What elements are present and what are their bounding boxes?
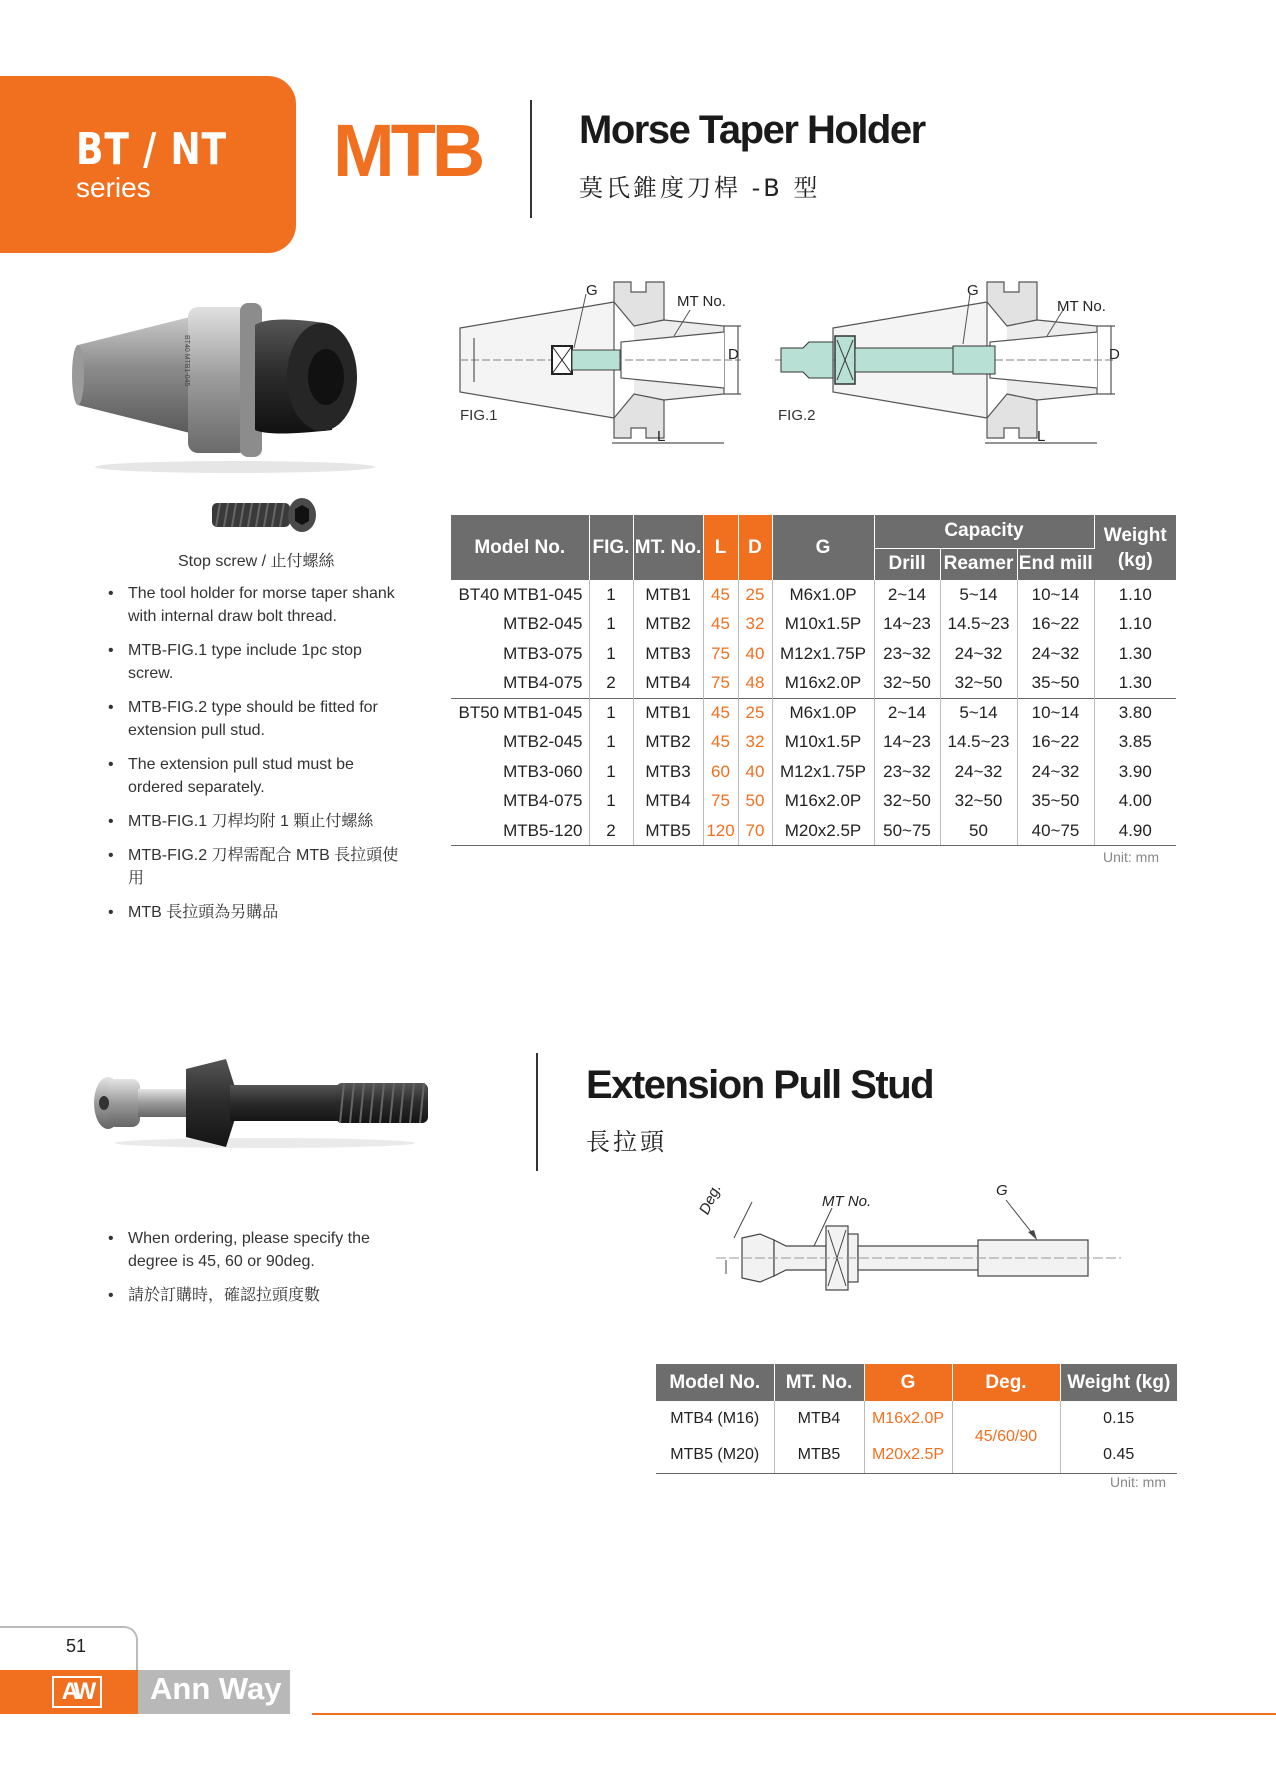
stud-g: M16x2.0P [864,1401,952,1437]
fig2-mt-label: MT No. [1057,298,1106,315]
model-cell [451,728,589,758]
model-number: MTB2-045 [503,732,583,752]
stud-model: MTB5 (M20) [656,1437,774,1473]
fig-cell: 1 [589,698,633,728]
g-cell: M16x2.0P [772,787,874,817]
stud-mt: MTB5 [774,1437,864,1473]
weight-cell: 3.80 [1094,698,1176,728]
l-cell: 45 [703,610,738,640]
weight-cell: 4.00 [1118,791,1152,811]
fig2-label: FIG.2 [778,407,816,424]
page-title-zh: 莫氏錐度刀桿 -B 型 [579,174,821,202]
fig2-d-label: D [1109,346,1120,363]
pull-stud-diagram [696,1178,1126,1313]
page-number: 51 [66,1636,87,1656]
d-cell: 40 [738,639,772,669]
model-number: MTB1-045 [503,703,583,722]
weight-cell: 3.90 [1118,761,1152,781]
stud-title: Extension Pull Stud [586,1063,934,1107]
header-weight: Weight (kg) [1094,515,1176,580]
reamer-cell: 5~14 [940,698,1017,728]
note-item: • The tool holder for morse taper shank with internal draw bolt thread. [106,582,406,628]
model-prefix: BT40 [458,584,500,604]
drill-cell: 23~32 [874,757,940,787]
holder-photo [70,295,400,475]
d-cell: 32 [738,610,772,640]
table-row [451,639,1176,669]
mt-cell: MTB3 [633,757,703,787]
model-cell [451,639,589,669]
model-number: MTB4-075 [503,791,583,811]
mt-cell: MTB2 [633,728,703,758]
l-cell: 75 [703,669,738,699]
g-cell: M10x1.5P [772,728,874,758]
header-g: G [772,515,874,580]
drill-cell: 50~75 [874,816,940,846]
reamer-cell: 50 [940,816,1017,846]
header-model: Model No. [451,515,589,580]
stud-weight: 0.15 [1103,1410,1135,1427]
product-code: MTB [333,109,482,192]
d-cell: 32 [738,728,772,758]
l-cell: 75 [703,787,738,817]
table-row [451,816,1176,846]
g-cell: M20x2.5P [772,816,874,846]
stop-screw-photo [210,495,325,537]
note-item: • MTB-FIG.2 type should be fitted for extension pull stud. [106,696,406,742]
endmill-cell: 16~22 [1017,728,1094,758]
drill-cell: 14~23 [874,728,940,758]
drill-cell: 32~50 [874,669,940,699]
reamer-cell: 14.5~23 [940,728,1017,758]
header-divider [530,100,532,218]
endmill-cell: 10~14 [1017,698,1094,728]
fig-cell: 1 [589,728,633,758]
table-row [451,669,1176,699]
pull-stud-photo [90,1055,440,1150]
reamer-cell: 5~14 [940,580,1017,610]
fig-cell: 1 [589,639,633,669]
reamer-cell: 32~50 [940,787,1017,817]
drill-cell: 23~32 [874,639,940,669]
g-cell: M10x1.5P [772,610,874,640]
stud-unit: Unit: mm [1110,1474,1166,1490]
fig1-mt-label: MT No. [677,293,726,310]
model-cell [451,669,589,699]
fig1-d-label: D [728,346,739,363]
svg-text:BT40 MTB1-045: BT40 MTB1-045 [183,335,190,387]
model-cell [451,698,589,728]
fig1-g-label: G [586,282,598,299]
brand-logo: AW [52,1676,102,1708]
model-cell [451,580,589,610]
footer-divider [312,1713,1276,1715]
mt-cell: MTB1 [633,580,703,610]
g-cell: M12x1.75P [772,757,874,787]
model-number: MTB3-075 [503,643,583,663]
endmill-cell: 40~75 [1017,816,1094,846]
stud-header-deg: Deg. [952,1364,1060,1401]
mt-cell: MTB2 [633,610,703,640]
note-item: • MTB-FIG.2 刀桿需配合 MTB 長拉頭使用 [106,844,406,890]
fig2-l-label: L [1037,428,1046,445]
endmill-cell: 24~32 [1017,639,1094,669]
model-number: MTB3-060 [503,761,583,781]
drill-cell: 14~23 [874,610,940,640]
stud-weight: 0.45 [1060,1437,1177,1473]
mt-cell: MTB3 [633,639,703,669]
mt-cell: MTB4 [633,787,703,817]
table-row [451,757,1176,787]
note-item: • When ordering, please specify the degree is 45, 60 or 90deg. [106,1227,406,1273]
table-row [656,1437,1177,1473]
l-cell: 45 [703,698,738,728]
fig-cell: 1 [589,580,633,610]
note-item: • 請於訂購時，確認拉頭度數 [106,1284,406,1307]
l-cell: 60 [703,757,738,787]
brand-name: Ann Way [150,1671,282,1706]
g-cell: M6x1.0P [772,580,874,610]
series-title: BT / NT [76,124,227,175]
stud-header-model: Model No. [656,1364,774,1401]
fig-cell: 1 [589,787,633,817]
stud-model: MTB4 (M16) [656,1401,774,1437]
stud-notes [106,1227,406,1318]
d-cell: 25 [738,698,772,728]
weight-cell: 1.10 [1118,584,1152,604]
model-cell [451,610,589,640]
header-mt: MT. No. [633,515,703,580]
stud-title-zh: 長拉頭 [586,1128,667,1156]
endmill-cell: 10~14 [1017,580,1094,610]
g-cell: M16x2.0P [772,669,874,699]
stud-mt-label: MT No. [822,1193,872,1210]
holder-notes [106,582,406,935]
fig1-label: FIG.1 [460,407,498,424]
drill-cell: 2~14 [874,698,940,728]
spec-unit: Unit: mm [1103,849,1159,865]
table-row [451,610,1176,640]
model-cell [451,816,589,846]
stud-g-label: G [996,1182,1008,1199]
screw-caption: Stop screw / 止付螺絲 [178,553,335,570]
weight-cell: 3.85 [1118,732,1152,752]
endmill-cell: 35~50 [1017,669,1094,699]
d-cell: 50 [738,787,772,817]
table-row [451,787,1176,817]
fig1-l-label: L [657,428,666,445]
stud-deg: 45/60/90 [952,1401,1060,1473]
header-l: L [703,515,738,580]
note-item: • MTB-FIG.1 刀桿均附 1 顆止付螺絲 [106,810,406,833]
page-title: Morse Taper Holder [579,108,925,152]
stud-g: M20x2.5P [864,1437,952,1473]
header-fig: FIG. [589,515,633,580]
model-number: MTB4-075 [503,673,583,692]
mt-cell: MTB4 [633,669,703,699]
l-cell: 75 [703,639,738,669]
model-cell [451,787,589,817]
model-number: MTB5-120 [503,820,583,840]
note-item: • MTB-FIG.1 type include 1pc stop screw. [106,639,406,685]
model-prefix: BT50 [458,703,500,722]
reamer-cell: 14.5~23 [940,610,1017,640]
model-number: MTB2-045 [503,614,583,634]
spec-table [451,515,1176,846]
series-subtitle: series [76,172,151,203]
weight-cell: 1.30 [1118,643,1152,663]
l-cell: 45 [703,728,738,758]
header-d: D [738,515,772,580]
endmill-cell: 16~22 [1017,610,1094,640]
mt-cell: MTB5 [633,816,703,846]
header-capacity: Capacity [874,515,1094,548]
g-cell: M12x1.75P [772,639,874,669]
reamer-cell: 32~50 [940,669,1017,699]
reamer-cell: 24~32 [940,757,1017,787]
weight-cell: 4.90 [1094,816,1176,846]
l-cell: 120 [703,816,738,846]
fig-cell: 2 [589,816,633,846]
d-cell: 40 [738,757,772,787]
table-row [451,698,1176,728]
reamer-cell: 24~32 [940,639,1017,669]
g-cell: M6x1.0P [772,698,874,728]
fig-cell: 1 [589,757,633,787]
note-item: • MTB 長拉頭為另購品 [106,901,406,924]
drill-cell: 2~14 [874,580,940,610]
stud-mt: MTB4 [774,1401,864,1437]
model-cell [451,757,589,787]
d-cell: 48 [738,669,772,699]
drill-cell: 32~50 [874,787,940,817]
mt-cell: MTB1 [633,698,703,728]
d-cell: 25 [738,580,772,610]
header-drill: Drill [874,548,940,580]
stud-divider [536,1053,538,1171]
stud-header-g: G [864,1364,952,1401]
stud-deg-label: Deg. [696,1181,725,1218]
header-endmill: End mill [1017,548,1094,580]
stud-header-weight: Weight (kg) [1060,1364,1177,1401]
weight-cell: 1.10 [1118,614,1152,634]
weight-cell: 1.30 [1118,673,1152,692]
stud-table [656,1364,1177,1474]
d-cell: 70 [738,816,772,846]
header-reamer: Reamer [940,548,1017,580]
l-cell: 45 [703,580,738,610]
endmill-cell: 35~50 [1017,787,1094,817]
table-row [656,1401,1177,1437]
fig-cell: 2 [589,669,633,699]
endmill-cell: 24~32 [1017,757,1094,787]
stud-header-mt: MT. No. [774,1364,864,1401]
fig-cell: 1 [589,610,633,640]
table-row [451,728,1176,758]
note-item: • The extension pull stud must be ordered separately. [106,753,406,799]
fig2-g-label: G [967,282,979,299]
model-number: MTB1-045 [503,584,583,604]
table-row [451,580,1176,610]
